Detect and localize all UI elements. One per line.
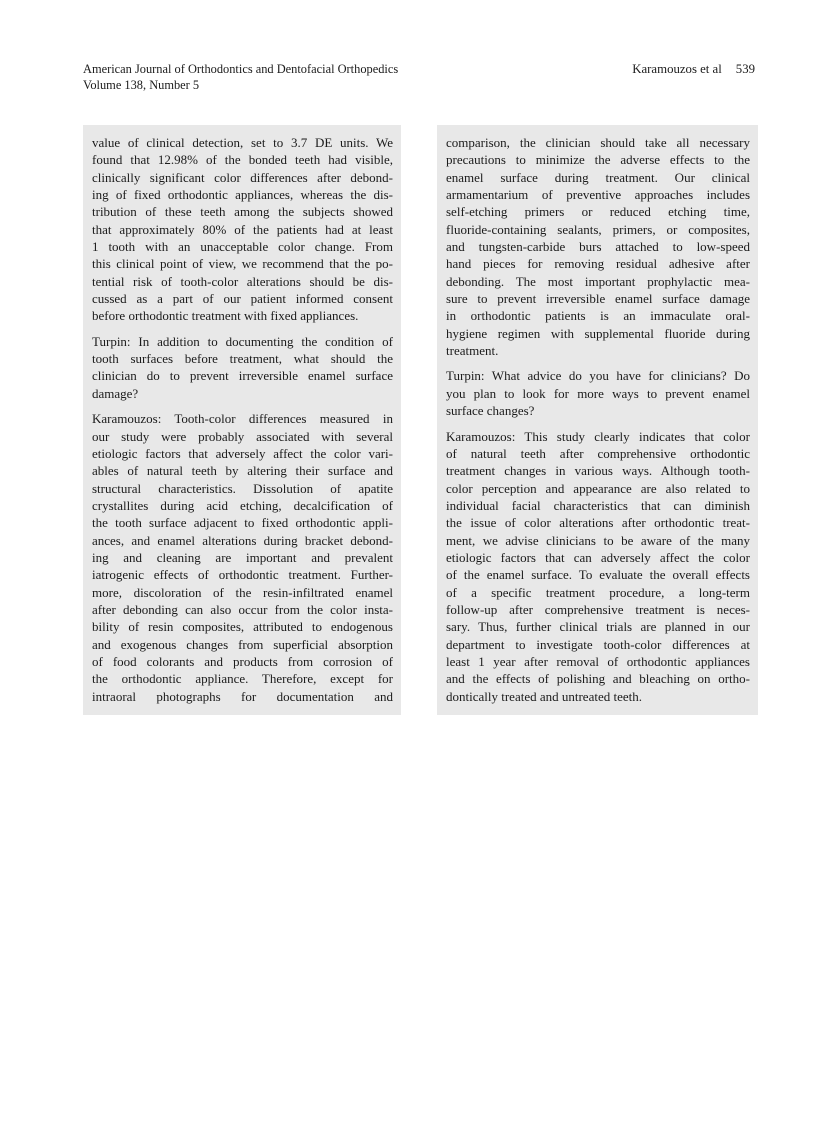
text-line: color perception and appearance are also related to (446, 480, 750, 496)
text-line: of natural teeth after comprehensive orthodontic (446, 445, 750, 461)
text-line: self-etching primers or reduced etching time, (446, 204, 750, 220)
text-line: dontically treated and untreated teeth. (446, 688, 642, 704)
text-line: ables of natural teeth by altering their surface and (92, 463, 393, 479)
text-line: clinically significant color differences after debond- (92, 169, 393, 185)
text-line: found that 12.98% of the bonded teeth had visible, (92, 152, 393, 168)
text-line: ing of fixed orthodontic appliances, whereas the dis- (92, 187, 393, 203)
text-line: etiologic factors that can adversely affect the color (446, 549, 750, 565)
left-column (83, 125, 401, 715)
text-line: precautions to minimize the adverse effects to the (446, 152, 750, 168)
text-line: etiologic factors that adversely affect the color vari- (92, 445, 393, 461)
text-line: intraoral photographs for documentation and (92, 688, 393, 704)
text-line: ing and cleaning are important and prevalent (92, 549, 393, 565)
text-line: of food colorants and products from corrosion of (92, 653, 393, 669)
text-line: hygiene regimen with supplemental fluoride during (446, 325, 750, 341)
text-line: tooth surfaces before treatment, what should the (92, 351, 393, 367)
text-line: and exogenous changes from superficial absorption (92, 636, 393, 652)
text-line: least 1 year after removal of orthodontic appliances (446, 653, 750, 669)
text-line: damage? (92, 385, 139, 401)
text-line: armamentarium of preventive approaches includes (446, 187, 750, 203)
text-line: follow-up after comprehensive treatment is neces- (446, 601, 750, 617)
text-line: before orthodontic treatment with fixed appliances. (92, 308, 359, 324)
text-line: bility of resin composites, attributed to endogenous (92, 619, 393, 635)
text-line: sure to prevent irreversible enamel surface damage (446, 291, 750, 307)
text-line: iatrogenic effects of orthodontic treatment. Further- (92, 567, 393, 583)
journal-name: American Journal of Orthodontics and Dentofacial Orthopedics (83, 62, 399, 76)
text-line: debonding. The most important prophylactic mea- (446, 273, 750, 289)
page-number: 539 (735, 62, 755, 76)
text-line: this clinical point of view, we recommend that the po- (92, 256, 393, 272)
text-line: in orthodontic patients is an immaculate oral- (446, 308, 750, 324)
text-line: 1 tooth with an unacceptable color change. From (92, 239, 393, 255)
text-line: you plan to look for more ways to prevent enamel (446, 385, 750, 401)
text-line: fluoride-containing sealants, primers, or composites, (446, 221, 750, 237)
text-line: after debonding can also occur from the color insta- (92, 601, 393, 617)
text-line: comparison, the clinician should take all necessary (446, 135, 750, 150)
text-line: of the enamel surface. To evaluate the overall effects (446, 567, 750, 583)
text-line: the issue of color alterations after orthodontic treat- (446, 515, 750, 531)
text-line: individual facial characteristics that can diminish (446, 497, 750, 513)
text-line: and tungsten-carbide burs attached to low-speed (446, 239, 750, 255)
text-line: more, discoloration of the resin-infiltrated enamel (92, 584, 393, 600)
two-column-text (83, 125, 758, 715)
text-line: sary. Thus, further clinical trials are planned in our (446, 619, 750, 635)
text-line: surface changes? (446, 403, 535, 419)
text-line: tential risk of tooth-color alterations should be dis- (92, 273, 393, 289)
running-author: Karamouzos et al (632, 62, 722, 76)
text-line: crystallites during acid etching, decalcification of (92, 497, 393, 513)
text-line: ment, we advise clinicians to be aware of the many (446, 532, 750, 548)
right-column (437, 125, 758, 715)
text-line: tribution of these teeth among the subjects showed (92, 204, 393, 220)
text-line: cussed as a part of our patient informed consent (92, 291, 393, 307)
text-line: ances, and enamel alterations during bracket debond- (92, 532, 393, 548)
text-line: treatment changes in various ways. Although tooth- (446, 463, 750, 479)
paragraph-karamouzos-answer (446, 428, 750, 706)
issue-line: Volume 138, Number 5 (83, 77, 200, 92)
text-line: our study were probably associated with several (92, 428, 393, 444)
text-line: treatment. (446, 343, 499, 359)
text-line: the tooth surface adjacent to fixed orthodontic appli- (92, 515, 393, 531)
author-page-block (632, 62, 755, 78)
text-line: enamel surface during treatment. Our clinical (446, 169, 750, 185)
text-line: Karamouzos: Tooth-color differences measured in (92, 411, 393, 427)
paragraph-turpin-question (92, 333, 393, 402)
text-line: clinician do to prevent irreversible enamel surface (92, 368, 393, 384)
text-line: structural characteristics. Dissolution of apatite (92, 480, 393, 496)
text-line: department to investigate tooth-color differences at (446, 636, 750, 652)
paragraph-continuation (446, 134, 750, 359)
paragraph-turpin-question (446, 367, 750, 419)
text-line: and the effects of polishing and bleaching on ortho- (446, 671, 750, 687)
text-line: Turpin: In addition to documenting the condition of (92, 333, 393, 349)
text-line: the orthodontic appliance. Therefore, except for (92, 671, 393, 687)
paragraph-karamouzos-answer (92, 410, 393, 705)
text-line: that approximately 80% of the patients had at least (92, 221, 393, 237)
running-head (83, 62, 755, 93)
text-line: value of clinical detection, set to 3.7 DE units. We (92, 135, 393, 150)
journal-title-block (83, 62, 398, 93)
text-line: Karamouzos: This study clearly indicates that color (446, 428, 750, 444)
paragraph-continuation (92, 134, 393, 325)
text-line: Turpin: What advice do you have for clinicians? Do (446, 368, 750, 384)
text-line: hand pieces for removing residual adhesive after (446, 256, 750, 272)
text-line: of a specific treatment procedure, a long-term (446, 584, 750, 600)
